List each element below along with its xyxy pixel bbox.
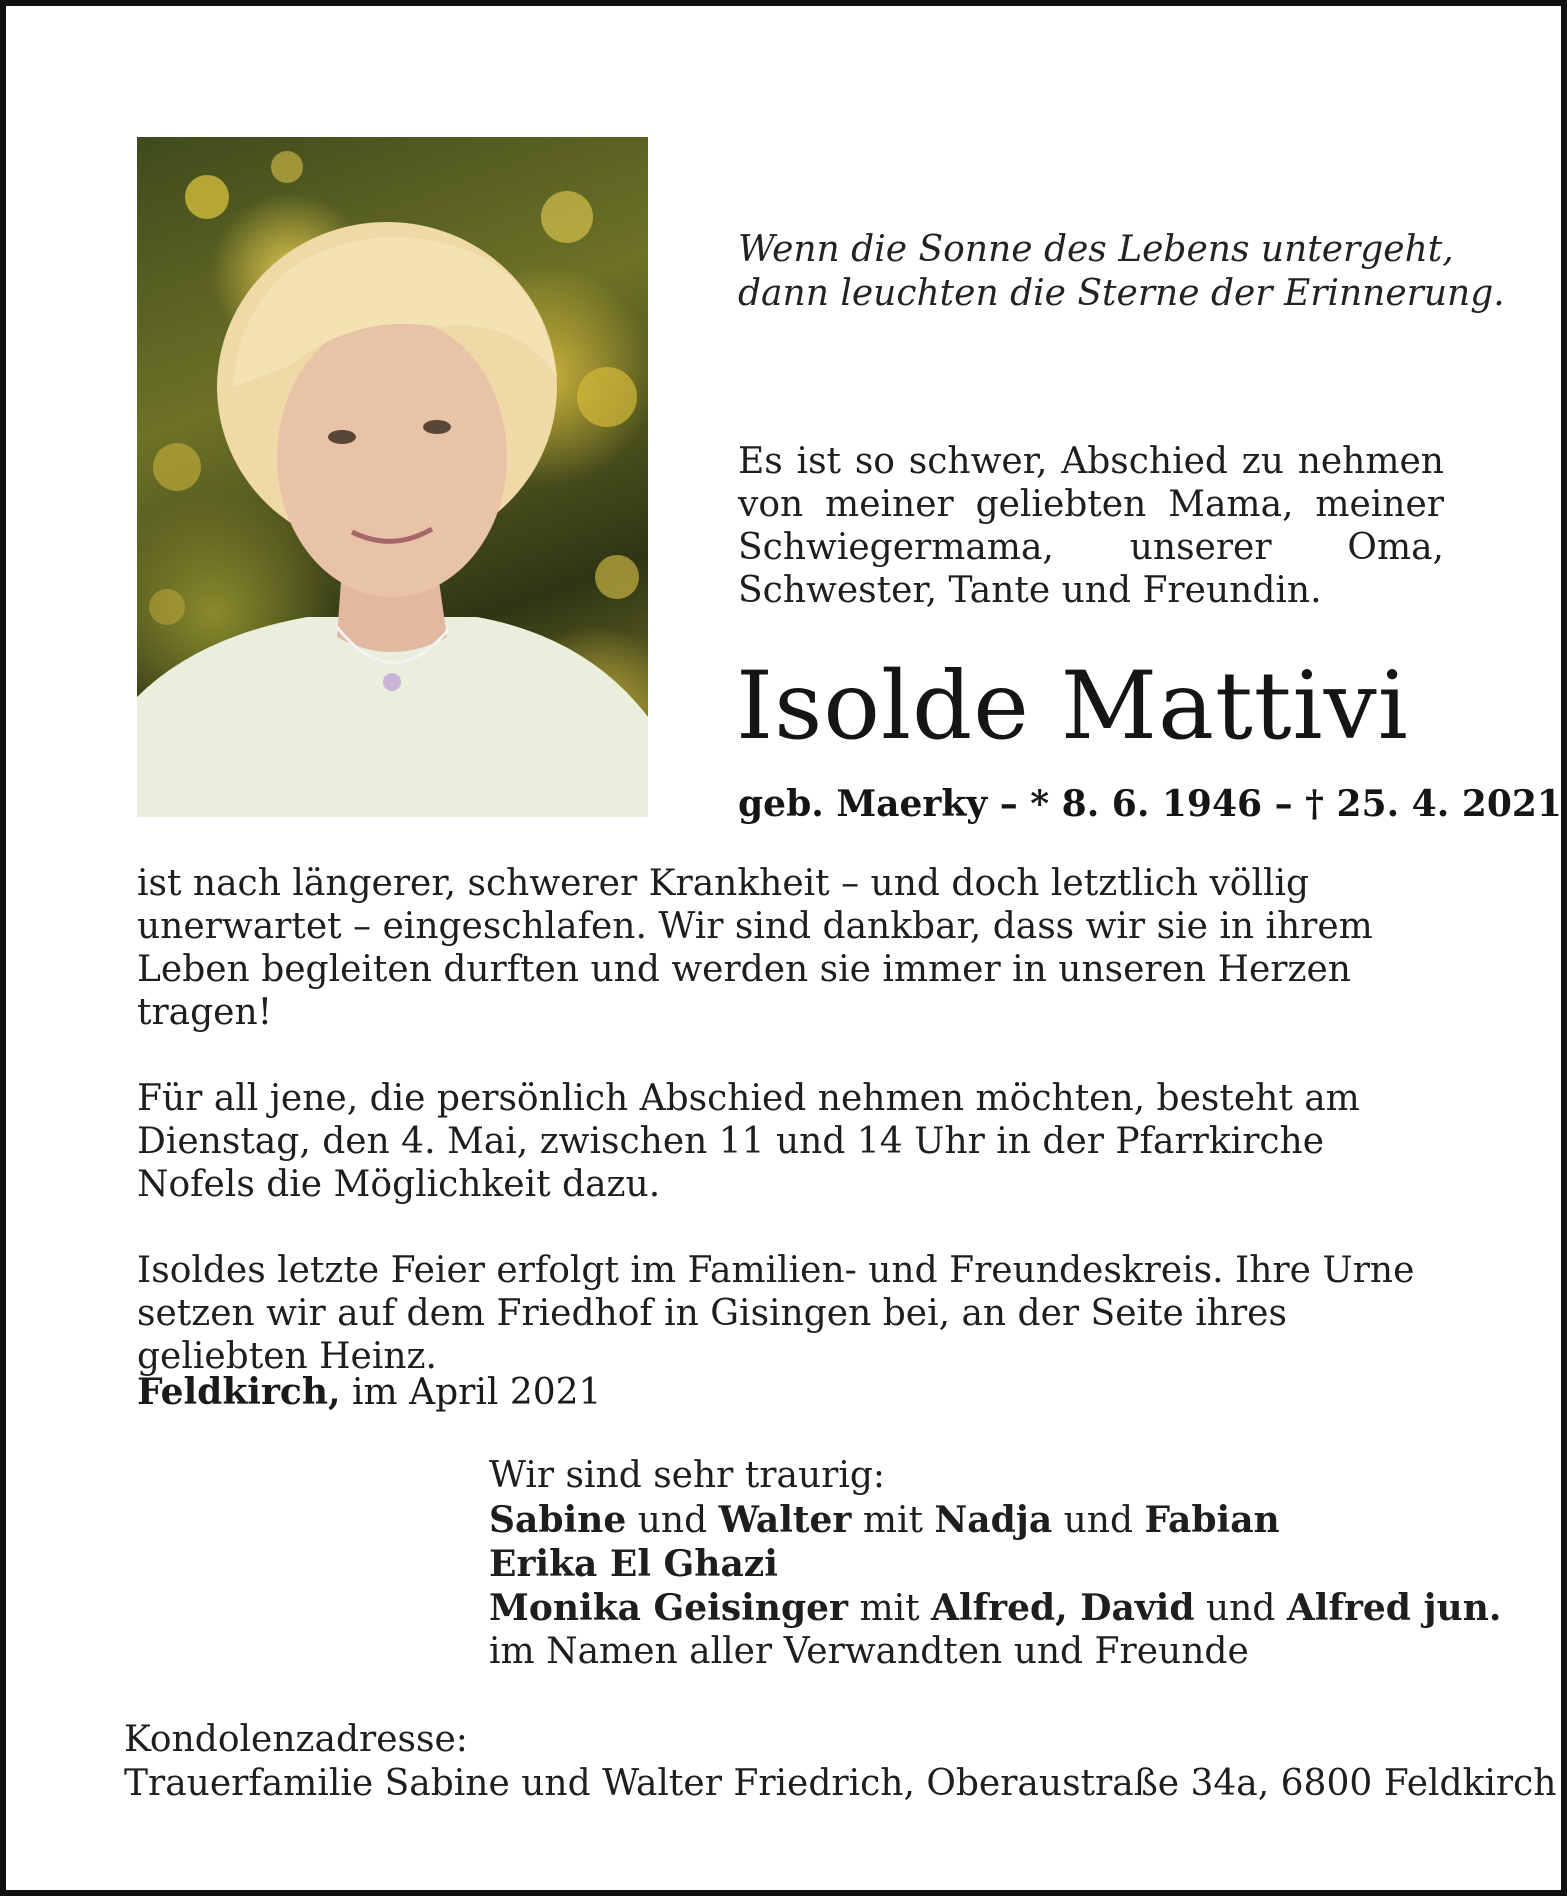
- deceased-dates: geb. Maerky – * 8. 6. 1946 – † 25. 4. 2021: [738, 783, 1562, 825]
- intro-text: Es ist so schwer, Abschied zu nehmen von meiner geliebten Mama, meiner Schwiegermama, unserer Oma, Schwester, Tante und Freundin.: [738, 441, 1444, 611]
- deceased-name: Isolde Mattivi: [736, 652, 1409, 761]
- connector: mit: [851, 1500, 935, 1541]
- condolence-address-line: Trauerfamilie Sabine und Walter Friedrich, Oberaustraße 34a, 6800 Feldkirch: [124, 1763, 1557, 1804]
- motto-quote: Wenn die Sonne des Lebens untergeht, dann leuchten die Sterne der Erinnerung.: [738, 229, 1505, 314]
- portrait-photo-icon: [137, 137, 648, 817]
- condolence-label: Kondolenzadresse:: [124, 1719, 468, 1760]
- body-paragraph: Für all jene, die persönlich Abschied nehmen möchten, besteht am Dienstag, den 4. Mai, zwischen 11 und 14 Uhr in der Pfarrkirche Nofels die Möglichkeit dazu.: [137, 1078, 1360, 1205]
- condolence-address: [124, 1718, 1556, 1806]
- mourners-line: [489, 1542, 1501, 1586]
- mourners-closing: im Namen aller Verwandten und Freunde: [489, 1631, 1249, 1672]
- place-date: [137, 1370, 601, 1415]
- place-city: Feldkirch,: [137, 1371, 341, 1413]
- mourner-name: Alfred jun.: [1286, 1587, 1502, 1629]
- mourners-intro: Wir sind sehr traurig:: [489, 1455, 886, 1496]
- mourners-line: [489, 1498, 1501, 1542]
- mourner-name: Fabian: [1144, 1499, 1280, 1541]
- place-month: im April 2021: [340, 1372, 602, 1413]
- mourner-name: Sabine: [489, 1499, 627, 1541]
- mourner-name: Monika Geisinger: [489, 1587, 848, 1629]
- connector: und: [626, 1500, 719, 1541]
- connector: und: [1052, 1500, 1145, 1541]
- mourner-name: Nadja: [934, 1499, 1053, 1541]
- mourner-name: Erika El Ghazi: [489, 1543, 778, 1585]
- mourners-line: [489, 1586, 1501, 1630]
- obituary-body: [137, 862, 1444, 1421]
- body-paragraph: Isoldes letzte Feier erfolgt im Familien- und Freundeskreis. Ihre Urne setzen wir auf dem Friedhof in Gisingen bei, an der Seite ihres geliebten Heinz.: [137, 1250, 1415, 1377]
- mourner-name: Walter: [718, 1499, 852, 1541]
- connector: und: [1194, 1588, 1287, 1629]
- portrait-photo: [137, 137, 648, 817]
- mourners-block: [489, 1454, 1501, 1674]
- mourner-name: Alfred, David: [931, 1587, 1195, 1629]
- connector: mit: [848, 1588, 932, 1629]
- body-paragraph: ist nach längerer, schwerer Krankheit – und doch letztlich völlig unerwartet – eingeschlafen. Wir sind dankbar, dass wir sie in ihrem Leben begleiten durften und werden sie immer in unseren Herzen tragen!: [137, 863, 1373, 1033]
